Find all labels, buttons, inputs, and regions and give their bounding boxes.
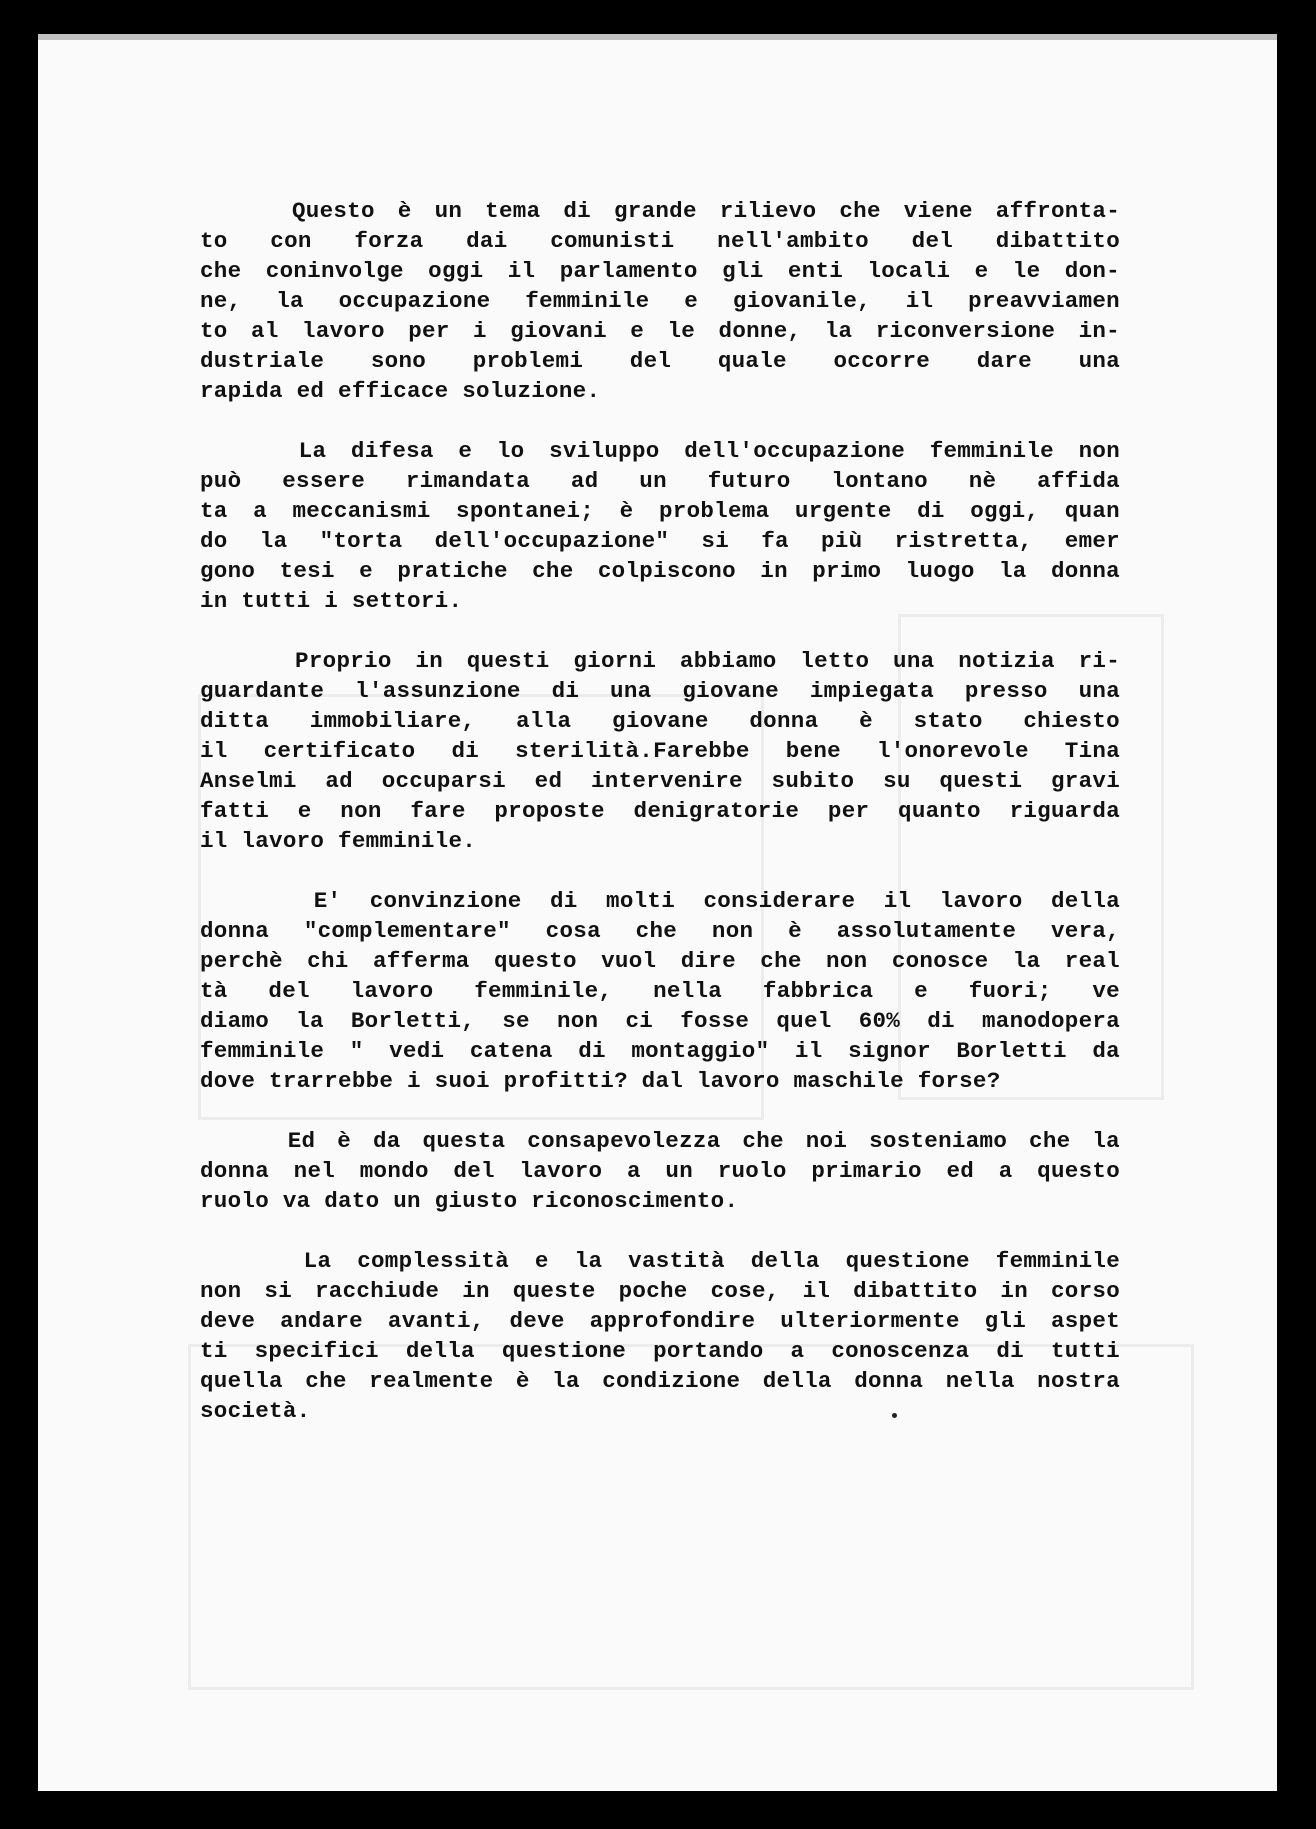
paragraph [200, 436, 1120, 616]
text-line: diamo la Borletti, se non ci fosse quel 60% di manodopera [200, 1008, 1120, 1034]
text-line: Ed è da questa consapevolezza che noi sosteniamo che la [200, 1128, 1120, 1154]
text-line: ti specifici della questione portando a conoscenza di tutti [200, 1338, 1120, 1364]
text-line: La difesa e lo sviluppo dell'occupazione femminile non [200, 438, 1120, 464]
text-line: to con forza dai comunisti nell'ambito del dibattito [200, 228, 1120, 254]
text-line: rapida ed efficace soluzione. [200, 378, 601, 404]
text-line: che coninvolge oggi il parlamento gli enti locali e le don- [200, 258, 1120, 284]
text-line: ruolo va dato un giusto riconoscimento. [200, 1188, 739, 1214]
text-line: E' convinzione di molti considerare il lavoro della [200, 888, 1120, 914]
paragraph [200, 1126, 1120, 1216]
paragraph [200, 196, 1120, 406]
text-line: dustriale sono problemi del quale occorre dare una [200, 348, 1120, 374]
text-line: donna nel mondo del lavoro a un ruolo primario ed a questo [200, 1158, 1120, 1184]
paragraph [200, 646, 1120, 856]
text-line: ditta immobiliare, alla giovane donna è stato chiesto [200, 708, 1120, 734]
text-line: Anselmi ad occuparsi ed intervenire subito su questi gravi [200, 768, 1120, 794]
text-line: ne, la occupazione femminile e giovanile, il preavviamen [200, 288, 1120, 314]
text-line: ta a meccanismi spontanei; è problema urgente di oggi, quan [200, 498, 1120, 524]
text-line: do la "torta dell'occupazione" si fa più ristretta, emer [200, 528, 1120, 554]
text-line: non si racchiude in queste poche cose, il dibattito in corso [200, 1278, 1120, 1304]
text-line: Questo è un tema di grande rilievo che viene affronta- [200, 198, 1120, 224]
paragraph [200, 886, 1120, 1096]
text-line: il lavoro femminile. [200, 828, 477, 854]
text-line: femminile " vedi catena di montaggio" il signor Borletti da [200, 1038, 1120, 1064]
text-line: in tutti i settori. [200, 588, 463, 614]
text-line: società. [200, 1398, 311, 1424]
text-line: fatti e non fare proposte denigratorie per quanto riguarda [200, 798, 1120, 824]
paragraph [200, 1246, 1120, 1426]
text-line: il certificato di sterilità.Farebbe bene l'onorevole Tina [200, 738, 1120, 764]
text-line: può essere rimandata ad un futuro lontano nè affida [200, 468, 1120, 494]
text-line: dove trarrebbe i suoi profitti? dal lavoro maschile forse? [200, 1068, 1001, 1094]
text-line: tà del lavoro femminile, nella fabbrica e fuori; ve [200, 978, 1120, 1004]
text-line: donna "complementare" cosa che non è assolutamente vera, [200, 918, 1120, 944]
text-line: gono tesi e pratiche che colpiscono in primo luogo la donna [200, 558, 1120, 584]
ink-speck [892, 1413, 897, 1418]
text-line: perchè chi afferma questo vuol dire che non conosce la real [200, 948, 1120, 974]
text-line: deve andare avanti, deve approfondire ulteriormente gli aspet [200, 1308, 1120, 1334]
text-line: Proprio in questi giorni abbiamo letto una notizia ri- [200, 648, 1120, 674]
text-line: quella che realmente è la condizione della donna nella nostra [200, 1368, 1120, 1394]
document-page [38, 34, 1277, 1791]
typewritten-text [200, 196, 1120, 1456]
text-line: to al lavoro per i giovani e le donne, la riconversione in- [200, 318, 1120, 344]
text-line: guardante l'assunzione di una giovane impiegata presso una [200, 678, 1120, 704]
text-line: La complessità e la vastità della questione femminile [200, 1248, 1120, 1274]
